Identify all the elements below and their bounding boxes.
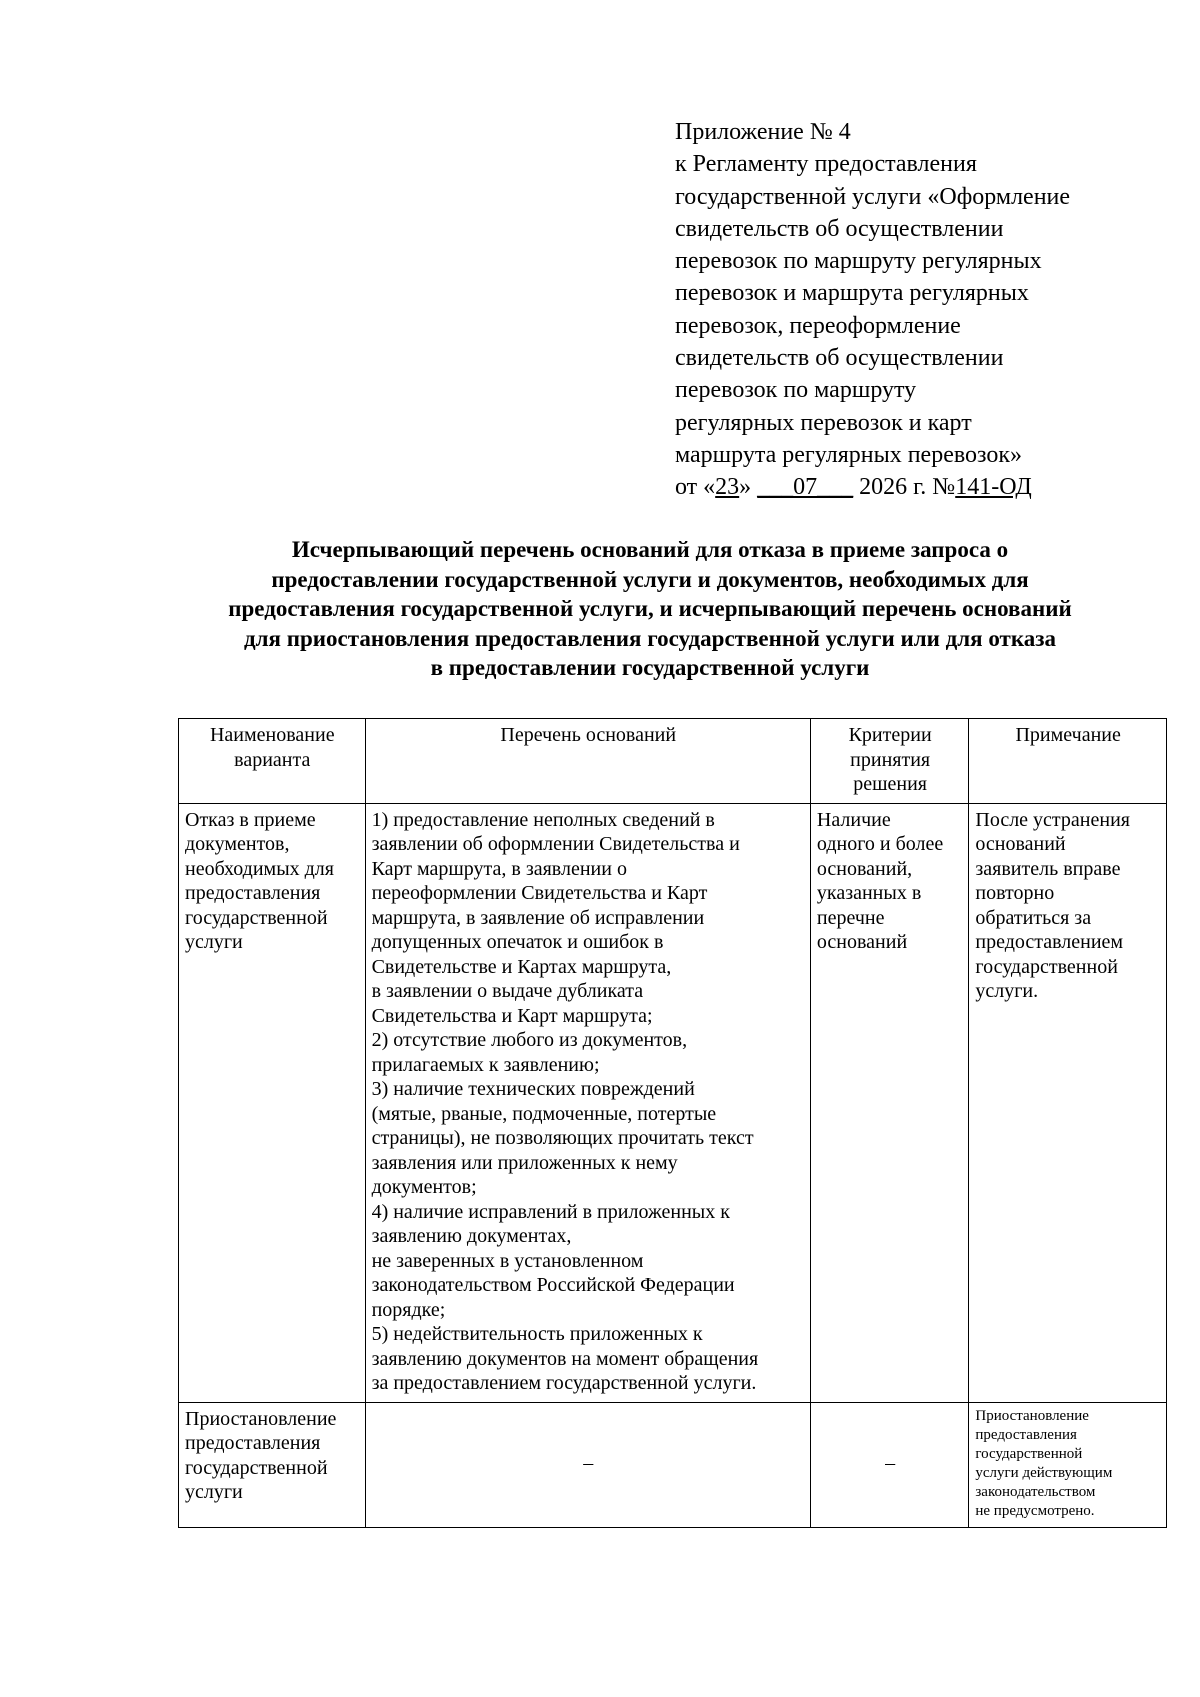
appendix-line: маршрута регулярных перевозок»: [675, 441, 1023, 468]
appendix-line: перевозок, переоформление: [675, 312, 961, 339]
cell-text: не предусмотрено.: [975, 1502, 1095, 1519]
cell-text: за предоставлением государственной услуги.: [371, 1372, 757, 1394]
cell-text: оснований: [975, 833, 1066, 855]
row1-variant: [179, 803, 366, 1402]
header-text: Критерии: [848, 724, 932, 746]
cell-text: государственной: [185, 906, 328, 929]
cell-text: повторно: [975, 882, 1055, 904]
row1-note: [969, 803, 1167, 1402]
appendix-date-line: [675, 471, 1175, 503]
appendix-block: [675, 116, 1175, 504]
cell-text: услуги: [185, 931, 243, 953]
appendix-line: свидетельств об осуществлении: [675, 345, 1004, 372]
cell-text: в заявлении о выдаче дубликата: [371, 980, 644, 1002]
cell-text: заявления или приложенных к нему: [371, 1151, 678, 1174]
cell-text: 5) недействительность приложенных к: [371, 1323, 703, 1345]
row1-criteria: [810, 803, 968, 1402]
date-day-suffix: »: [739, 474, 758, 501]
cell-text: оснований,: [816, 857, 913, 880]
heading-line: предоставлении государственной услуги и документов, необходимых для: [271, 566, 1029, 592]
header-text: Перечень оснований: [500, 724, 677, 746]
row2-note: [969, 1402, 1167, 1527]
cell-text: Приостановление: [975, 1407, 1089, 1424]
document-heading: [150, 535, 1150, 683]
cell-text: (мятые, рваные, подмоченные, потертые: [371, 1102, 717, 1125]
header-text: Примечание: [1015, 724, 1121, 746]
row2-criteria: –: [810, 1402, 968, 1527]
heading-line: Исчерпывающий перечень оснований для отказа в приеме запроса о: [291, 537, 1009, 562]
cell-text: маршрута, в заявление об исправлении: [371, 906, 705, 929]
appendix-line: регулярных перевозок и карт: [675, 409, 972, 436]
cell-text: Свидетельстве и Картах маршрута,: [371, 955, 672, 978]
cell-text: перечне: [816, 906, 885, 929]
cell-text: предоставления: [975, 1426, 1077, 1443]
cell-text: 4) наличие исправлений в приложенных к: [371, 1200, 730, 1223]
cell-text: Отказ в приеме: [185, 808, 316, 831]
cell-text: государственной: [975, 1445, 1083, 1462]
appendix-line: к Регламенту предоставления: [675, 151, 977, 178]
date-month: ___07___: [757, 474, 854, 501]
cell-text: порядке;: [371, 1298, 446, 1321]
cell-text: услуги.: [975, 980, 1039, 1002]
header-text: Наименование: [209, 724, 335, 746]
table-row: [179, 1402, 1167, 1527]
appendix-line: Приложение № 4: [675, 119, 851, 145]
cell-text: обратиться за: [975, 906, 1092, 929]
cell-text: заявлении об оформлении Свидетельства и: [371, 833, 740, 855]
cell-text: заявитель вправе: [975, 857, 1121, 880]
cell-text: заявлению документах,: [371, 1225, 572, 1247]
heading-line: в предоставлении государственной услуги: [430, 655, 870, 680]
cell-text: одного и более: [816, 833, 944, 855]
cell-text: переоформлении Свидетельства и Карт: [371, 882, 708, 904]
document-number: 141-ОД: [955, 474, 1032, 501]
cell-text: После устранения: [975, 808, 1130, 831]
header-text: варианта: [234, 748, 311, 771]
heading-line: предоставления государственной услуги, и исчерпывающий перечень оснований: [228, 596, 1072, 621]
cell-text: предоставлением: [975, 931, 1124, 953]
cell-text: документов,: [185, 833, 290, 855]
cell-text: указанных в: [816, 882, 922, 904]
heading-line: для приостановления предоставления государственной услуги или для отказа: [244, 625, 1056, 651]
cell-text: 3) наличие технических повреждений: [371, 1078, 695, 1100]
grounds-table: [178, 718, 1167, 1528]
cell-text: Свидетельства и Карт маршрута;: [371, 1004, 653, 1027]
cell-text: государственной: [185, 1456, 328, 1479]
cell-text: услуги действующим: [975, 1464, 1113, 1481]
cell-text: 2) отсутствие любого из документов,: [371, 1029, 688, 1051]
appendix-line: перевозок и маршрута регулярных: [675, 280, 1029, 307]
row1-grounds: [365, 803, 810, 1402]
row2-variant: [179, 1402, 366, 1527]
cell-text: оснований: [816, 931, 908, 953]
header-text: решения: [853, 773, 928, 795]
header-note: [969, 719, 1167, 804]
appendix-line: свидетельств об осуществлении: [675, 215, 1004, 242]
cell-text: Карт маршрута, в заявлении о: [371, 857, 627, 880]
cell-text: услуги: [185, 1481, 243, 1503]
date-prefix: от «: [675, 474, 716, 501]
row2-grounds: –: [365, 1402, 810, 1527]
appendix-line: перевозок по маршруту регулярных: [675, 248, 1042, 275]
cell-text: страницы), не позволяющих прочитать текст: [371, 1127, 754, 1149]
cell-text: необходимых для: [185, 857, 334, 880]
header-grounds: [365, 719, 810, 804]
date-year: 2026 г. №: [853, 474, 956, 501]
table-header-row: [179, 719, 1167, 804]
cell-text: законодательством Российской Федерации: [371, 1274, 735, 1296]
cell-text: прилагаемых к заявлению;: [371, 1053, 600, 1076]
cell-text: 1) предоставление неполных сведений в: [371, 808, 715, 831]
cell-text: предоставления: [185, 882, 321, 904]
date-day: 23: [715, 474, 740, 501]
cell-text: Приостановление: [185, 1407, 337, 1430]
cell-text: государственной: [975, 955, 1118, 978]
appendix-line: перевозок по маршруту: [675, 377, 917, 404]
header-text: принятия: [850, 748, 931, 771]
cell-text: документов;: [371, 1176, 477, 1198]
cell-text: Наличие: [816, 808, 891, 831]
table-row: [179, 803, 1167, 1402]
cell-text: законодательством: [975, 1483, 1096, 1500]
cell-text: заявлению документов на момент обращения: [371, 1347, 759, 1370]
cell-text: предоставления: [185, 1432, 321, 1454]
header-criteria: [810, 719, 968, 804]
appendix-line: государственной услуги «Оформление: [675, 183, 1071, 210]
header-variant: [179, 719, 366, 804]
cell-text: допущенных опечаток и ошибок в: [371, 931, 664, 953]
cell-text: не заверенных в установленном: [371, 1249, 644, 1272]
